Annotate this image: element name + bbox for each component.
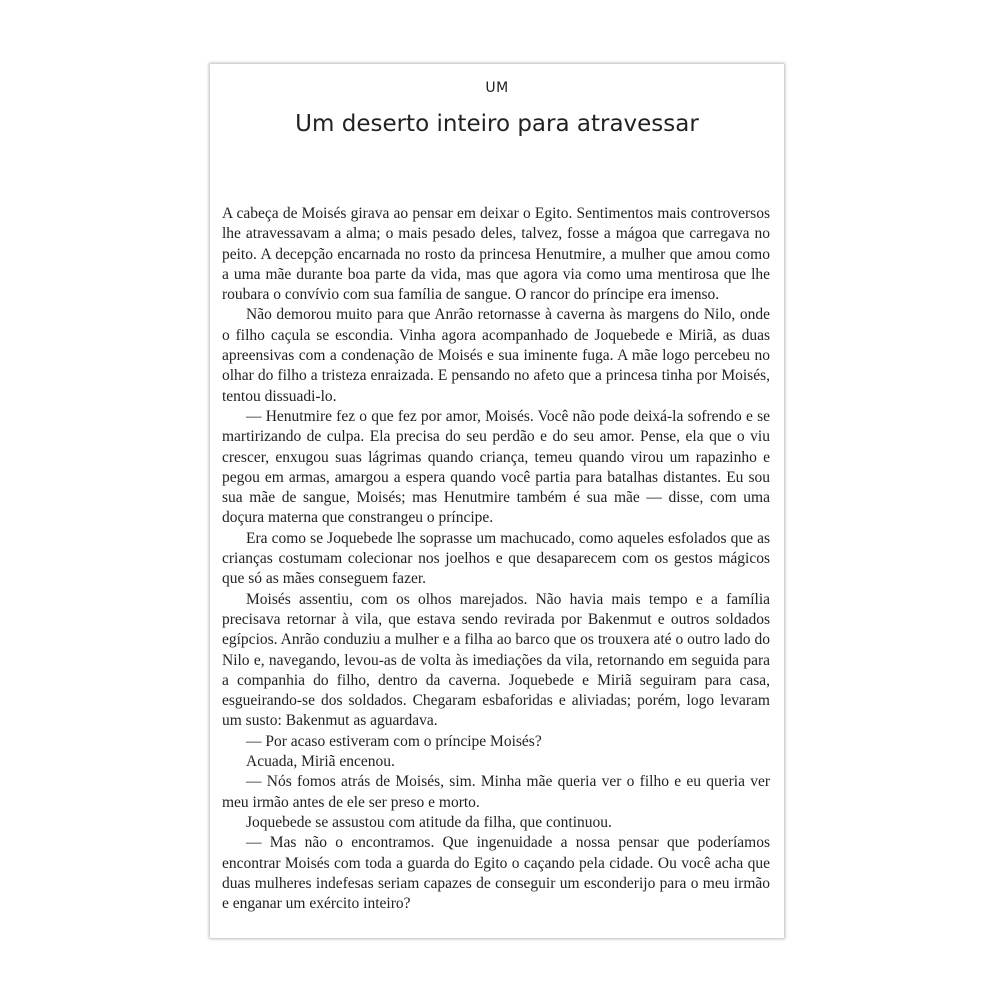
book-page bbox=[210, 64, 784, 938]
paragraph: — Nós fomos atrás de Moisés, sim. Minha mãe queria ver o filho e eu queria ver meu irmão antes de ele ser preso e morto. bbox=[222, 773, 770, 811]
paragraph: Era como se Joquebede lhe soprasse um machucado, como aqueles esfolados que as crianças costumam colecionar nos joelhos e que desaparecem com os gestos mágicos que só as mães conseguem fazer. bbox=[222, 529, 770, 588]
chapter-body bbox=[222, 204, 770, 914]
chapter-number: UM bbox=[485, 80, 509, 96]
paragraph: Moisés assentiu, com os olhos marejados. Não havia mais tempo e a família precisava retornar à vila, que estava sendo revirada por Bakenmut e outros soldados egípcios. Anrão conduziu a mulher e a filha ao barco que os trouxera até o outro lado do Nilo e, navegando, levou-as de volta às imediações da vila, retornando em seguida para a companhia do filho, dentro da caverna. Joquebede e Miriã seguiram para casa, esgueirando-se dos soldados. Chegaram esbaforidas e aliviadas; porém, logo levaram um susto: Bakenmut as aguardava. bbox=[222, 590, 770, 730]
paragraph: — Mas não o encontramos. Que ingenuidade a nossa pensar que poderíamos encontrar Moisés com toda a guarda do Egito o caçando pela cidade. Ou você acha que duas mulheres indefesas seriam capazes de conseguir um esconderijo para o meu irmão e enganar um exército inteiro? bbox=[222, 834, 770, 913]
paragraph: A cabeça de Moisés girava ao pensar em deixar o Egito. Sentimentos mais controversos lhe atravessavam a alma; o mais pesado deles, talvez, fosse a mágoa que carregava no peito. A decepção encarnada no rosto da princesa Henutmire, a mulher que amou como a uma mãe durante boa parte da vida, mas que agora via como uma mentirosa que lhe roubara o convívio com sua família de sangue. O rancor do príncipe era imenso. bbox=[222, 205, 770, 304]
paragraph: — Por acaso estiveram com o príncipe Moisés? bbox=[246, 732, 542, 750]
chapter-title: Um deserto inteiro para atravessar bbox=[295, 111, 699, 137]
paragraph: — Henutmire fez o que fez por amor, Moisés. Você não pode deixá-la sofrendo e se martirizando de culpa. Ela precisa do seu perdão e do seu amor. Pense, ela que o viu crescer, enxugou suas lágrimas quando criança, temeu quando virou um rapazinho e pegou em armas, amargou a espera quando você partia para batalhas distantes. Eu sou sua mãe de sangue, Moisés; mas Henutmire também é sua mãe — disse, com uma doçura materna que constrangeu o príncipe. bbox=[222, 407, 770, 527]
paragraph: Joquebede se assustou com atitude da filha, que continuou. bbox=[246, 813, 612, 831]
paragraph: Não demorou muito para que Anrão retornasse à caverna às margens do Nilo, onde o filho caçula se escondia. Vinha agora acompanhado de Joquebede e Miriã, as duas apreensivas com a condenação de Moisés e sua iminente fuga. A mãe logo percebeu no olhar do filho a tristeza enraizada. E pensando no afeto que a princesa tinha por Moisés, tentou dissuadi-lo. bbox=[222, 306, 770, 405]
paragraph: Acuada, Miriã encenou. bbox=[246, 753, 395, 771]
